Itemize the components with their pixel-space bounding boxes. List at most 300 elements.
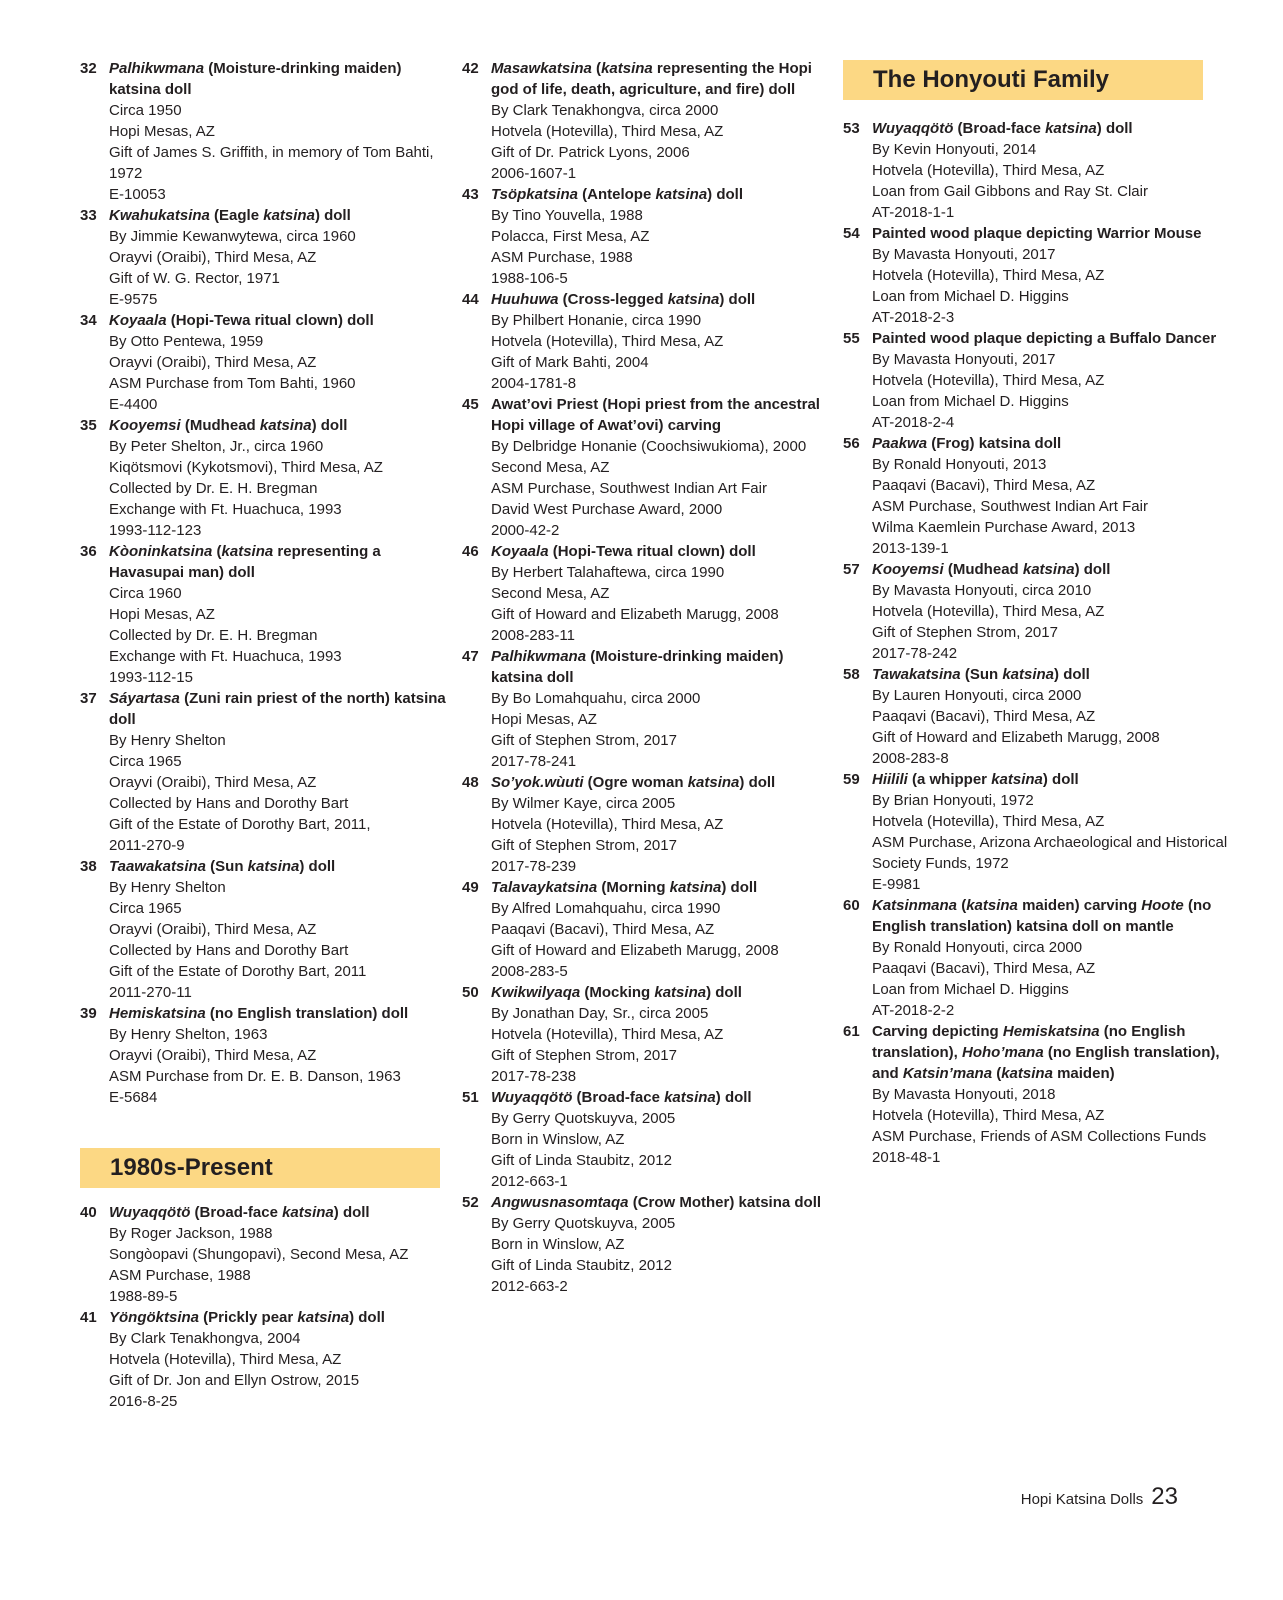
entry-detail-line: Orayvi (Oraibi), Third Mesa, AZ <box>109 921 317 938</box>
entry-detail-line: Circa 1950 <box>109 102 182 119</box>
entry-detail-line: AT-2018-1-1 <box>872 204 955 221</box>
entry-title-italic: Hiilili <box>872 771 908 788</box>
entry-title-italic: Tawakatsina <box>872 666 961 683</box>
entry-title <box>843 1021 1233 1084</box>
entry-title-italic: Tsöpkatsina <box>491 186 578 203</box>
catalog-entry <box>80 688 450 856</box>
entry-detail-line: 2018-48-1 <box>872 1149 941 1166</box>
entry-title-italic: Palhikwmana <box>491 648 587 665</box>
entry-detail-line: David West Purchase Award, 2000 <box>491 501 723 518</box>
entry-number: 39 <box>80 1005 97 1022</box>
entry-detail-line: 2017-78-239 <box>491 858 577 875</box>
entry-detail-line: Hotvela (Hotevilla), Third Mesa, AZ <box>491 123 724 140</box>
catalog-entry <box>462 1087 837 1192</box>
entry-title <box>843 769 1233 790</box>
entry-title-italic: Katsinmana <box>872 897 958 914</box>
catalog-entry <box>843 769 1233 895</box>
entry-number: 53 <box>843 120 860 137</box>
entry-detail-line: Gift of James S. Griffith, in memory of Tom Bahti, 1972 <box>109 144 434 182</box>
entry-detail-line: 2017-78-242 <box>872 645 958 662</box>
entry-title-italic: katsina <box>601 60 653 77</box>
entry-title-italic: katsina <box>259 417 312 434</box>
entry-title-italic: So’yok.wùuti <box>491 774 584 791</box>
entry-title-text: (Crow Mother) katsina doll <box>628 1194 822 1211</box>
entry-title <box>80 205 450 226</box>
entry-detail-line: Loan from Michael D. Higgins <box>872 981 1069 998</box>
entry-detail-line: E-4400 <box>109 396 158 413</box>
catalog-entry <box>843 1021 1233 1168</box>
entry-detail-line: Collected by Hans and Dorothy Bart <box>109 942 349 959</box>
entry-number: 40 <box>80 1204 97 1221</box>
catalog-entry <box>843 559 1233 664</box>
entry-detail-line: By Bo Lomahquahu, circa 2000 <box>491 690 701 707</box>
entry-detail-line: AT-2018-2-3 <box>872 309 955 326</box>
entry-detail-line: Kiqötsmovi (Kykotsmovi), Third Mesa, AZ <box>109 459 383 476</box>
entry-detail-line: Gift of Howard and Elizabeth Marugg, 2008 <box>872 729 1160 746</box>
entry-title-italic: Paakwa <box>872 435 928 452</box>
entry-detail-line: Loan from Michael D. Higgins <box>872 393 1069 410</box>
catalog-entry <box>462 982 837 1087</box>
entry-title <box>843 223 1233 244</box>
entry-title-italic: katsina <box>1045 120 1097 137</box>
entry-title-text: ) doll <box>1054 666 1090 683</box>
entry-detail-line: By Mavasta Honyouti, 2018 <box>872 1086 1056 1103</box>
catalog-entry <box>462 184 837 289</box>
entry-detail-line: ASM Purchase, 1988 <box>491 249 633 266</box>
entry-detail-line: ASM Purchase, Friends of ASM Collections Funds <box>872 1128 1207 1145</box>
entry-number: 61 <box>843 1023 860 1040</box>
entry-number: 32 <box>80 60 97 77</box>
entry-detail-line: ASM Purchase, Southwest Indian Art Fair <box>872 498 1148 515</box>
entry-detail-line: 2013-139-1 <box>872 540 949 557</box>
entry-detail-line: Gift of Stephen Strom, 2017 <box>491 1047 677 1064</box>
entry-title-text: ) doll <box>1074 561 1111 578</box>
entry-detail-line: By Philbert Honanie, circa 1990 <box>491 312 702 329</box>
entry-detail-line: Hopi Mesas, AZ <box>109 606 215 623</box>
entry-detail-line: By Peter Shelton, Jr., circa 1960 <box>109 438 324 455</box>
entry-detail-line: Hotvela (Hotevilla), Third Mesa, AZ <box>872 603 1105 620</box>
entry-title <box>462 184 837 205</box>
entry-title <box>843 433 1233 454</box>
entry-title-text: representing the Hopi god of life, death, agriculture, and fire) doll <box>491 60 812 98</box>
entry-title-text: (Mudhead <box>943 561 1023 578</box>
entry-detail-line: 2011-270-9 <box>109 837 185 854</box>
entry-title-text: (Mocking <box>580 984 655 1001</box>
entry-detail-line: Collected by Dr. E. H. Bregman <box>109 627 318 644</box>
entry-detail-line: Hotvela (Hotevilla), Third Mesa, AZ <box>491 1026 724 1043</box>
entry-detail-line: Loan from Gail Gibbons and Ray St. Clair <box>872 183 1148 200</box>
entry-title-italic: Taawakatsina <box>109 858 206 875</box>
entry-detail-line: E-9575 <box>109 291 158 308</box>
footer-publication-title: Hopi Katsina Dolls <box>1020 1491 1144 1508</box>
entry-title-text: (no English translation) doll <box>205 1005 409 1022</box>
entry-detail-line: E-10053 <box>109 186 166 203</box>
entry-title-italic: katsina <box>667 291 720 308</box>
entry-detail-line: E-9981 <box>872 876 921 893</box>
entry-title-italic: katsina <box>655 186 708 203</box>
entry-title <box>462 982 837 1003</box>
entry-title-text: (no English translation) katsina doll on mantle <box>872 897 1212 935</box>
entry-title-text: (Hopi-Tewa ritual clown) doll <box>548 543 756 560</box>
catalog-entry <box>462 877 837 982</box>
entry-title-italic: Hoote <box>1141 897 1184 914</box>
entry-detail-line: E-5684 <box>109 1089 158 1106</box>
entry-title <box>462 394 837 436</box>
catalog-entry <box>843 118 1233 223</box>
entry-title <box>462 541 837 562</box>
entry-detail-line: Gift of Stephen Strom, 2017 <box>491 837 677 854</box>
entry-detail-line: 2011-270-11 <box>109 984 192 1001</box>
entry-title-italic: katsina <box>297 1309 350 1326</box>
entry-title-italic: katsina <box>991 771 1043 788</box>
entry-title-text: ) doll <box>314 207 351 224</box>
entry-number: 51 <box>462 1089 479 1106</box>
entry-detail-line: By Clark Tenakhongva, circa 2000 <box>491 102 719 119</box>
entry-title-text: ) doll <box>715 1089 752 1106</box>
entry-detail-line: AT-2018-2-4 <box>872 414 955 431</box>
entry-detail-line: Gift of Howard and Elizabeth Marugg, 2008 <box>491 606 779 623</box>
entry-detail-line: By Roger Jackson, 1988 <box>109 1225 273 1242</box>
entry-number: 38 <box>80 858 97 875</box>
entry-detail-line: By Henry Shelton <box>109 879 226 896</box>
entry-detail-line: Paaqavi (Bacavi), Third Mesa, AZ <box>872 477 1096 494</box>
catalog-entry <box>80 205 450 310</box>
entry-detail-line: Collected by Hans and Dorothy Bart <box>109 795 349 812</box>
catalog-entry <box>80 856 450 1003</box>
entry-detail-line: ASM Purchase, Southwest Indian Art Fair <box>491 480 767 497</box>
entry-detail-line: Gift of Stephen Strom, 2017 <box>491 732 677 749</box>
entry-title-text: (no English translation), and <box>872 1044 1220 1082</box>
entry-detail-line: Hotvela (Hotevilla), Third Mesa, AZ <box>491 816 724 833</box>
entry-number: 47 <box>462 648 479 665</box>
entry-title-italic: Wuyaqqötö <box>872 120 954 137</box>
entry-detail-line: Hotvela (Hotevilla), Third Mesa, AZ <box>109 1351 342 1368</box>
entry-number: 48 <box>462 774 479 791</box>
entry-title-italic: Kwahukatsina <box>109 207 210 224</box>
entry-detail-line: 2008-283-8 <box>872 750 949 767</box>
column-right <box>843 58 1233 1168</box>
entry-title-text: ) doll <box>299 858 336 875</box>
entry-title <box>80 688 450 730</box>
catalog-entry <box>80 541 450 688</box>
entry-detail-line: Hotvela (Hotevilla), Third Mesa, AZ <box>872 813 1105 830</box>
entry-title-text: (Ogre woman <box>583 774 688 791</box>
entry-title-italic: katsina <box>664 1089 716 1106</box>
entry-title <box>462 877 837 898</box>
entry-title <box>462 772 837 793</box>
entry-number: 50 <box>462 984 479 1001</box>
entry-title-italic: Kòoninkatsina <box>109 543 213 560</box>
catalog-entry <box>80 1307 450 1412</box>
entry-title-text: (no English translation), <box>872 1023 1186 1061</box>
entry-title-text: (a whipper <box>907 771 992 788</box>
entry-number: 34 <box>80 312 97 329</box>
catalog-entry <box>843 328 1233 433</box>
entry-detail-line: 2008-283-11 <box>491 627 575 644</box>
entry-title-text: (Broad-face <box>953 120 1046 137</box>
entry-title-italic: Hoho’mana <box>962 1044 1044 1061</box>
entry-detail-line: Paaqavi (Bacavi), Third Mesa, AZ <box>491 921 715 938</box>
entry-detail-line: Gift of the Estate of Dorothy Bart, 2011 <box>109 963 367 980</box>
catalog-entry <box>462 394 837 541</box>
entry-title-text: (Frog) katsina doll <box>927 435 1062 452</box>
entry-title-italic: katsina <box>966 897 1018 914</box>
entry-detail-line: Circa 1960 <box>109 585 182 602</box>
entry-detail-line: Hopi Mesas, AZ <box>491 711 597 728</box>
entry-detail-line: Orayvi (Oraibi), Third Mesa, AZ <box>109 774 317 791</box>
entry-detail-line: By Jimmie Kewanwytewa, circa 1960 <box>109 228 356 245</box>
catalog-entry <box>462 58 837 184</box>
entry-detail-line: Hotvela (Hotevilla), Third Mesa, AZ <box>872 162 1105 179</box>
entry-detail-line: Gift of Linda Staubitz, 2012 <box>491 1152 672 1169</box>
entry-detail-line: By Lauren Honyouti, circa 2000 <box>872 687 1082 704</box>
entry-title-text: Painted wood plaque depicting Warrior Mouse <box>872 225 1202 242</box>
entry-title-text: (Broad-face <box>190 1204 283 1221</box>
entry-title-italic: Wuyaqqötö <box>491 1089 573 1106</box>
entry-title <box>80 1003 450 1024</box>
entry-detail-line: 2012-663-1 <box>491 1173 568 1190</box>
catalog-entry <box>462 646 837 772</box>
entry-title <box>462 289 837 310</box>
entry-detail-line: By Kevin Honyouti, 2014 <box>872 141 1037 158</box>
entry-detail-line: By Otto Pentewa, 1959 <box>109 333 264 350</box>
entry-number: 43 <box>462 186 479 203</box>
entry-title <box>843 895 1233 937</box>
entry-title-italic: Kwikwilyaqa <box>491 984 581 1001</box>
entry-title-text: maiden) carving <box>1017 897 1142 914</box>
entry-detail-line: Songòopavi (Shungopavi), Second Mesa, AZ <box>109 1246 409 1263</box>
entry-number: 33 <box>80 207 97 224</box>
entry-title-text: (Antelope <box>577 186 656 203</box>
entry-title-text: ( <box>591 60 602 77</box>
entry-number: 36 <box>80 543 97 560</box>
entry-detail-line: 2012-663-2 <box>491 1278 568 1295</box>
entry-detail-line: 2008-283-5 <box>491 963 568 980</box>
entry-title-italic: katsina <box>263 207 315 224</box>
entry-title-italic: Hemiskatsina <box>109 1005 206 1022</box>
catalog-entry <box>80 1003 450 1108</box>
section-header: 1980s-Present <box>80 1148 440 1188</box>
entry-detail-line: 2006-1607-1 <box>491 165 577 182</box>
entry-detail-line: Gift of Linda Staubitz, 2012 <box>491 1257 672 1274</box>
entry-detail-line: Second Mesa, AZ <box>491 459 610 476</box>
entry-title-text: ) doll <box>707 186 743 203</box>
entry-title-text: (Eagle <box>209 207 264 224</box>
entry-title-italic: katsina <box>282 1204 334 1221</box>
entry-detail-line: ASM Purchase, 1988 <box>109 1267 251 1284</box>
catalog-entry <box>843 223 1233 328</box>
entry-title-italic: Kooyemsi <box>109 417 181 434</box>
entry-number: 60 <box>843 897 860 914</box>
entry-title-text: Painted wood plaque depicting a Buffalo Dancer <box>872 330 1217 347</box>
entry-detail-line: AT-2018-2-2 <box>872 1002 955 1019</box>
entry-detail-line: By Clark Tenakhongva, 2004 <box>109 1330 301 1347</box>
entry-title <box>80 1202 450 1223</box>
entry-detail-line: 2017-78-238 <box>491 1068 577 1085</box>
entry-title-text: (Moisture-drinking maiden) katsina doll <box>491 648 784 686</box>
entry-title-text: (Zuni rain priest of the north) katsina doll <box>109 690 446 728</box>
entry-detail-line: By Herbert Talahaftewa, circa 1990 <box>491 564 725 581</box>
entry-detail-line: Gift of Stephen Strom, 2017 <box>872 624 1058 641</box>
entry-title-text: representing a Havasupai man) doll <box>109 543 381 581</box>
entry-detail-line: By Wilmer Kaye, circa 2005 <box>491 795 676 812</box>
entry-number: 56 <box>843 435 860 452</box>
entry-title-text: (Sun <box>206 858 248 875</box>
entry-detail-line: Wilma Kaemlein Purchase Award, 2013 <box>872 519 1136 536</box>
entry-detail-line: Exchange with Ft. Huachuca, 1993 <box>109 648 342 665</box>
entry-detail-line: By Mavasta Honyouti, circa 2010 <box>872 582 1092 599</box>
entry-title-italic: Koyaala <box>491 543 549 560</box>
entry-detail-line: By Alfred Lomahquahu, circa 1990 <box>491 900 721 917</box>
section-header: The Honyouti Family <box>843 60 1203 100</box>
entry-title <box>843 559 1233 580</box>
entry-title <box>843 118 1233 139</box>
entry-title-italic: katsina <box>1022 561 1075 578</box>
entry-title-italic: Wuyaqqötö <box>109 1204 191 1221</box>
entry-number: 58 <box>843 666 860 683</box>
entry-number: 44 <box>462 291 479 308</box>
entry-detail-line: By Brian Honyouti, 1972 <box>872 792 1034 809</box>
entry-title-italic: Koyaala <box>109 312 167 329</box>
entry-number: 52 <box>462 1194 479 1211</box>
catalog-entry <box>80 1202 450 1307</box>
entry-detail-line: Orayvi (Oraibi), Third Mesa, AZ <box>109 1047 317 1064</box>
entry-title-italic: Masawkatsina <box>491 60 592 77</box>
catalog-entry <box>843 664 1233 769</box>
entry-detail-line: ASM Purchase from Tom Bahti, 1960 <box>109 375 356 392</box>
entry-title-text: (Sun <box>960 666 1003 683</box>
entry-detail-line: Gift of Dr. Patrick Lyons, 2006 <box>491 144 690 161</box>
entry-title-italic: katsina <box>247 858 300 875</box>
entry-title-text: (Prickly pear <box>199 1309 298 1326</box>
entry-detail-line: Born in Winslow, AZ <box>491 1131 625 1148</box>
entry-detail-line: Hotvela (Hotevilla), Third Mesa, AZ <box>872 267 1105 284</box>
entry-detail-line: Loan from Michael D. Higgins <box>872 288 1069 305</box>
catalog-entry <box>462 772 837 877</box>
entry-detail-line: By Henry Shelton, 1963 <box>109 1026 268 1043</box>
catalog-entry <box>462 289 837 394</box>
entry-title <box>462 58 837 100</box>
entry-detail-line: Exchange with Ft. Huachuca, 1993 <box>109 501 342 518</box>
entry-detail-line: Circa 1965 <box>109 900 182 917</box>
entry-detail-line: By Henry Shelton <box>109 732 226 749</box>
entry-title-text: (Mudhead <box>180 417 260 434</box>
entry-detail-line: Gift of the Estate of Dorothy Bart, 2011, <box>109 816 371 833</box>
entry-detail-line: By Jonathan Day, Sr., circa 2005 <box>491 1005 709 1022</box>
entry-title-text: ( <box>992 1065 1002 1082</box>
entry-title-italic: Kooyemsi <box>872 561 944 578</box>
entry-number: 57 <box>843 561 860 578</box>
catalog-entry <box>80 415 450 541</box>
entry-detail-line: 1993-112-123 <box>109 522 202 539</box>
entry-detail-line: ASM Purchase, Arizona Archaeological and Historical Society Funds, 1972 <box>872 834 1228 872</box>
entry-title <box>462 1087 837 1108</box>
entry-detail-line: 2016-8-25 <box>109 1393 178 1410</box>
catalog-entry <box>843 895 1233 1021</box>
entry-detail-line: Polacca, First Mesa, AZ <box>491 228 650 245</box>
catalog-entry <box>80 310 450 415</box>
entry-title-italic: Palhikwmana <box>109 60 205 77</box>
entry-title-text: ) doll <box>706 984 742 1001</box>
entry-number: 55 <box>843 330 860 347</box>
entry-title-italic: katsina <box>687 774 740 791</box>
entry-detail-line: ASM Purchase from Dr. E. B. Danson, 1963 <box>109 1068 401 1085</box>
entry-title <box>80 541 450 583</box>
page-number: 23 <box>1151 1483 1178 1510</box>
catalog-entry <box>80 58 450 205</box>
entry-title <box>843 664 1233 685</box>
entry-title-text: (Hopi-Tewa ritual clown) doll <box>166 312 374 329</box>
entry-detail-line: By Delbridge Honanie (Coochsiwukioma), 2000 <box>491 438 807 455</box>
entry-detail-line: Gift of W. G. Rector, 1971 <box>109 270 280 287</box>
entry-detail-line: Gift of Dr. Jon and Ellyn Ostrow, 2015 <box>109 1372 360 1389</box>
entry-title-text: (Moisture-drinking maiden) katsina doll <box>109 60 402 98</box>
entry-detail-line: Paaqavi (Bacavi), Third Mesa, AZ <box>872 960 1096 977</box>
entry-detail-line: 1988-106-5 <box>491 270 568 287</box>
entry-title-text: maiden) <box>1052 1065 1115 1082</box>
entry-title-italic: katsina <box>1001 1065 1053 1082</box>
catalog-entry <box>843 433 1233 559</box>
entry-number: 42 <box>462 60 479 77</box>
entry-title-text: ( <box>957 897 967 914</box>
entry-detail-line: 1993-112-15 <box>109 669 193 686</box>
entry-title-italic: Hemiskatsina <box>1002 1023 1100 1040</box>
entry-title <box>843 328 1233 349</box>
entry-title-italic: Yöngöktsina <box>109 1309 200 1326</box>
entry-title-text: (Broad-face <box>572 1089 665 1106</box>
entry-detail-line: Collected by Dr. E. H. Bregman <box>109 480 318 497</box>
entry-detail-line: 2004-1781-8 <box>491 375 577 392</box>
entry-number: 49 <box>462 879 479 896</box>
entry-number: 45 <box>462 396 479 413</box>
entry-detail-line: Orayvi (Oraibi), Third Mesa, AZ <box>109 354 317 371</box>
entry-title-text: Awat’ovi Priest (Hopi priest from the ancestral Hopi village of Awat’ovi) carving <box>491 396 820 434</box>
entry-title-text: ) doll <box>1096 120 1133 137</box>
entry-title-italic: Angwusnasomtaqa <box>491 1194 629 1211</box>
entry-title-text: (Morning <box>597 879 670 896</box>
entry-number: 46 <box>462 543 479 560</box>
entry-title-italic: katsina <box>654 984 707 1001</box>
entry-title-text: (Cross-legged <box>558 291 668 308</box>
entry-detail-line: 2017-78-241 <box>491 753 577 770</box>
entry-detail-line: By Mavasta Honyouti, 2017 <box>872 246 1056 263</box>
entry-detail-line: By Mavasta Honyouti, 2017 <box>872 351 1056 368</box>
entry-detail-line: By Ronald Honyouti, 2013 <box>872 456 1047 473</box>
entry-number: 41 <box>80 1309 97 1326</box>
entry-title <box>462 1192 837 1213</box>
entry-number: 59 <box>843 771 860 788</box>
entry-title-text: ) doll <box>1042 771 1079 788</box>
entry-title-italic: Katsin’mana <box>902 1065 993 1082</box>
entry-detail-line: Second Mesa, AZ <box>491 585 610 602</box>
entry-title-text: ) doll <box>721 879 758 896</box>
entry-number: 37 <box>80 690 97 707</box>
entry-title-italic: Sáyartasa <box>109 690 180 707</box>
entry-title-text: ) doll <box>719 291 756 308</box>
page-footer <box>1021 1483 1178 1511</box>
entry-detail-line: Gift of Mark Bahti, 2004 <box>491 354 649 371</box>
entry-detail-line: 1988-89-5 <box>109 1288 178 1305</box>
catalog-entry <box>462 541 837 646</box>
entry-title <box>80 58 450 100</box>
entry-title-italic: Huuhuwa <box>491 291 559 308</box>
column-middle <box>462 58 837 1297</box>
entry-title-italic: Talavaykatsina <box>491 879 598 896</box>
entry-detail-line: By Gerry Quotskuyva, 2005 <box>491 1215 676 1232</box>
entry-title-italic: katsina <box>669 879 722 896</box>
entry-detail-line: Paaqavi (Bacavi), Third Mesa, AZ <box>872 708 1096 725</box>
entry-detail-line: By Gerry Quotskuyva, 2005 <box>491 1110 676 1127</box>
